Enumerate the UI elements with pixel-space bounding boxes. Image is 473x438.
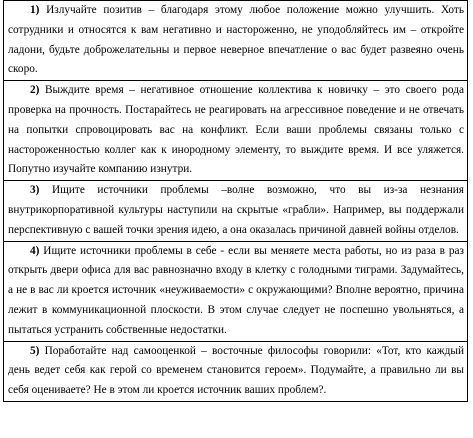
tip-number: 4) (30, 244, 40, 257)
table-row (4, 1, 468, 81)
tip-text: Выждите время – негативное отношение коллектива к новичку – это своего рода проверка на прочность. Постарайтесь не реагировать на агрессивное поведение и не отвечать на попытки спровоцировать вас на конфликт. Если ваши проблемы связаны только с настороженностью коллег как к инородному элементу, то выждите время. И все уляжется. Попутно изучайте компанию изнутри. (8, 84, 464, 176)
tip-number: 2) (30, 84, 40, 97)
tip-text: Поработайте над самооценкой – восточные философы говорили: «Тот, кто каждый день ведет себя как герой со временем становится героем». Подумайте, а правильно ли вы себя оцениваете? Не в этом ли кроется источник ваших проблем?. (8, 344, 464, 397)
tip-cell (4, 181, 468, 241)
tip-cell (4, 241, 468, 341)
tip-text: Ищите источники проблемы –волне возможно, что вы из-за незнания внутрикорпоративной культуры наступили на скрытые «грабли». Например, вы поддержали перспективную с вашей точки зрения идею, а она оказалась причиной давней войны отделов. (8, 184, 464, 236)
tip-text: Ищите источники проблемы в себе - если вы меняете места работы, но из раза в раз открыть двери офиса для вас равнозначно входу в клетку с голодными тиграми. Задумайтесь, а не в вас ли кроется источник «неуживаемости» с окружающими? Вполне вероятно, причина лежит в коммуникационной плоскости. В этом случае следует не поспешно увольняться, а пытаться устранить собственные недостатки. (8, 244, 464, 336)
tip-number: 1) (30, 4, 40, 16)
table-row (4, 81, 468, 181)
tip-cell (4, 1, 468, 81)
tips-table (3, 0, 468, 402)
table-row (4, 341, 468, 401)
tip-cell (4, 81, 468, 181)
table-row (4, 181, 468, 241)
table-row (4, 241, 468, 341)
tip-cell (4, 341, 468, 401)
tip-text: Излучайте позитив – благодаря этому любое положение можно улучшить. Хоть сотрудники и относятся к вам негативно и настороженно, не уподобляйтесь им – откройте ладони, будьте доброжелательны и первое неверное впечатление о вас будет развеяно очень скоро. (8, 4, 464, 76)
tip-number: 5) (30, 344, 40, 357)
tip-number: 3) (30, 184, 40, 197)
